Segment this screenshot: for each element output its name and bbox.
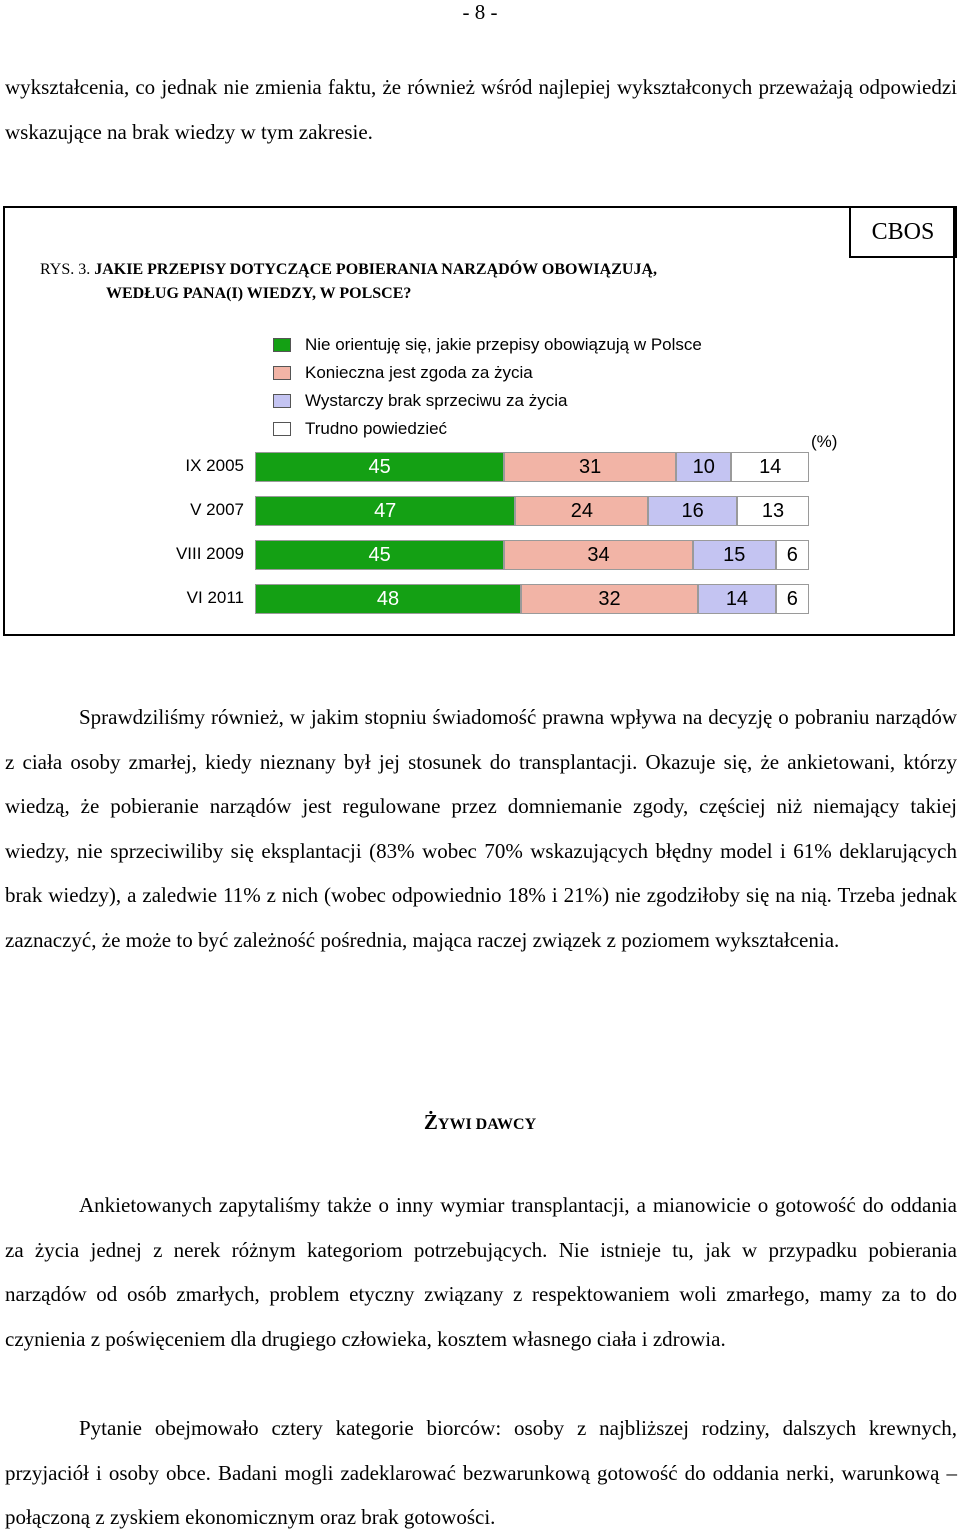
data-label: 10 [692,455,715,478]
bar-segment [255,452,504,482]
paragraph-4: Pytanie obejmowało cztery kategorie biorców: osoby z najbliższej rodziny, dalszych krewnych, przyjaciół i osoby obce. Badani mogli zadeklarować bezwarunkową gotowość do oddania nerki, warunkową – połączoną z zyskiem ekonomicznym oraz brak gotowości. [5,1416,957,1530]
legend-swatch-2 [273,394,291,408]
figure-title-line2: WEDŁUG PANA(I) WIEDZY, W POLSCE? [106,285,412,302]
data-label: 13 [761,499,785,522]
legend-item-2 [273,391,567,411]
legend-item-3 [273,419,447,439]
legend-swatch-1 [273,366,291,380]
data-label: 45 [368,455,391,478]
data-label: 34 [587,543,610,566]
bar-segment [521,584,698,614]
figure-title [40,258,657,306]
bar-segment [776,540,809,570]
bar-segment [776,584,809,614]
section-heading [0,1110,960,1135]
row-label-2: VIII 2009 [175,544,244,563]
data-label: 14 [725,587,749,610]
data-label: 15 [723,543,746,566]
data-label: 32 [598,587,621,610]
data-label: 6 [786,587,798,610]
data-label: 47 [374,499,397,522]
data-label: 48 [376,587,400,610]
bar-segment [698,584,776,614]
legend-item-0 [273,335,702,355]
bar-segment [676,452,731,482]
data-label: 45 [368,543,391,566]
row-label-0: IX 2005 [185,456,244,475]
section-heading-rest: YWI DAWCY [437,1116,537,1133]
bar-segment [515,496,648,526]
bar-segment [504,452,676,482]
legend-item-1 [273,363,533,383]
data-label: 14 [759,455,782,478]
bar-segment [255,584,521,614]
bar-segment [737,496,809,526]
data-label: 16 [681,499,704,522]
bar-segment [504,540,692,570]
row-label-1: V 2007 [190,500,244,519]
bar-row-0 [255,452,809,482]
bar-segment [693,540,776,570]
bar-segment [255,496,515,526]
figure-title-line1: JAKIE PRZEPISY DOTYCZĄCE POBIERANIA NARZĄDÓW OBOWIĄZUJĄ, [94,261,657,278]
legend-label-2: Wystarczy brak sprzeciwu za życia [305,391,568,410]
page-number: - 8 - [462,0,498,24]
intro-paragraph: wykształcenia, co jednak nie zmienia faktu, że również wśród najlepiej wykształconych przeważają odpowiedzi wskazujące na brak wiedzy w tym zakresie. [5,75,957,144]
figure-number: RYS. 3. [40,261,91,278]
bar-row-3 [255,584,809,614]
data-label: 31 [579,455,602,478]
bar-segment [648,496,737,526]
legend-label-3: Trudno powiedzieć [305,419,448,438]
data-label: 24 [570,499,593,522]
unit-label: (%) [811,432,838,451]
source-label: CBOS [849,206,957,258]
bar-segment [255,540,504,570]
section-heading-initial: Ż [423,1110,438,1134]
legend-swatch-0 [273,338,291,352]
paragraph-2: Sprawdziliśmy również, w jakim stopniu świadomość prawna wpływa na decyzję o pobraniu narządów z ciała osoby zmarłej, kiedy nieznany był jej stosunek do transplantacji. Okazuje się, że ankietowani, którzy wiedzą, że pobieranie narządów jest regulowane przez domniemanie zgody, częściej niż niemający takiej wiedzy, nie sprzeciwiliby się eksplantacji (83% wobec 70% wskazujących błędny model i 61% deklarujących brak wiedzy), a zaledwie 11% z nich (wobec odpowiednio 18% i 21%) nie zgodziłoby się na nią. Trzeba jednak zaznaczyć, że może to być zależność pośrednia, mająca raczej związek z poziomem wykształcenia. [5,705,957,952]
bar-row-1 [255,496,809,526]
legend-label-0: Nie orientuję się, jakie przepisy obowiązują w Polsce [305,335,702,354]
row-label-3: VI 2011 [186,588,244,607]
bar-row-2 [255,540,809,570]
data-label: 6 [786,543,798,566]
legend-label-1: Konieczna jest zgoda za życia [305,363,533,382]
paragraph-3: Ankietowanych zapytaliśmy także o inny wymiar transplantacji, a mianowicie o gotowość do oddania za życia jednej z nerek różnym kategoriom potrzebujących. Nie istnieje tu, jak w przypadku pobierania narządów od osób zmarłych, problem etyczny związany z respektowaniem woli zmarłego, mamy za to do czynienia z poświęceniem dla drugiego człowieka, kosztem własnego ciała i zdrowia. [5,1193,957,1351]
bar-segment [731,452,809,482]
legend-swatch-3 [273,422,291,436]
